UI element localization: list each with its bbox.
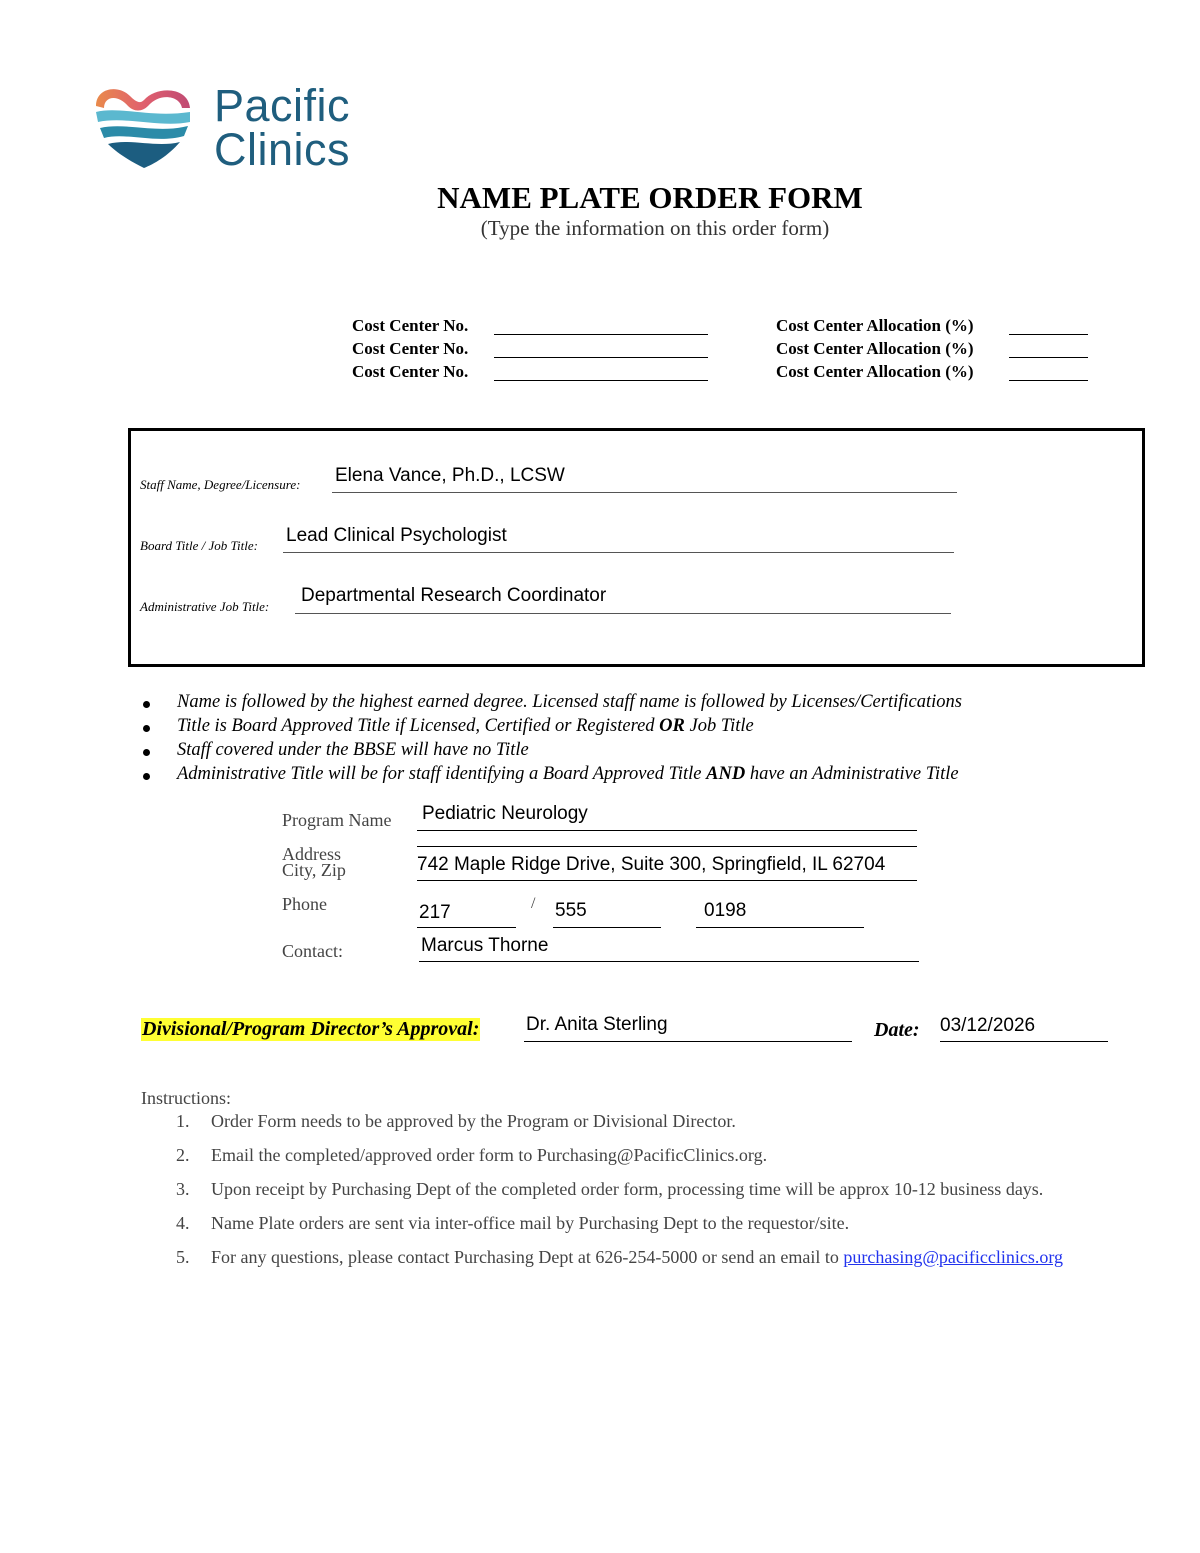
instruction-text: Order Form needs to be approved by the Program or Divisional Director. — [211, 1111, 736, 1131]
heart-wave-logo-icon — [90, 82, 200, 177]
cost-center-allocation-label: Cost Center Allocation (%) — [776, 339, 974, 358]
cost-center-allocation-field[interactable] — [1009, 339, 1088, 358]
logo-text-line1: Pacific — [214, 80, 351, 131]
note-item: Administrative Title will be for staff identifying a Board Approved Title AND have an Administrative Title — [177, 764, 959, 784]
program-name-label: Program Name — [282, 810, 392, 830]
director-approval-field[interactable]: Dr. Anita Sterling — [526, 1014, 668, 1035]
cost-center-allocation-label: Cost Center Allocation (%) — [776, 362, 974, 381]
phone-label: Phone — [282, 894, 327, 914]
bullet-dot — [143, 749, 150, 756]
cost-center-row — [352, 362, 1092, 384]
cost-center-no-field[interactable] — [494, 339, 708, 358]
staff-name-underline — [332, 491, 957, 493]
address-top-line — [417, 845, 917, 847]
board-title-label: Board Title / Job Title: — [140, 538, 258, 553]
cost-center-allocation-label: Cost Center Allocation (%) — [776, 316, 974, 335]
logo-text-line2: Clinics — [214, 124, 351, 175]
staff-name-label: Staff Name, Degree/Licensure: — [140, 477, 301, 492]
admin-title-label: Administrative Job Title: — [140, 599, 270, 614]
phone-line-underline — [696, 926, 864, 928]
phone-prefix-field[interactable]: 555 — [555, 900, 587, 921]
address-field[interactable]: 742 Maple Ridge Drive, Suite 300, Springfield, IL 62704 — [417, 854, 886, 875]
note-item: Title is Board Approved Title if Licensed, Certified or Registered OR Job Title — [177, 716, 754, 736]
cost-center-allocation-field[interactable] — [1009, 316, 1088, 335]
bullet-dot — [143, 725, 150, 732]
date-label: Date: — [874, 1019, 920, 1041]
instruction-number: 3. — [176, 1179, 190, 1199]
program-name-underline — [417, 829, 917, 831]
instruction-text: Upon receipt by Purchasing Dept of the completed order form, processing time will be approx 10-12 business days. — [211, 1179, 1044, 1199]
bullet-dot — [143, 701, 150, 708]
staff-name-field[interactable]: Elena Vance, Ph.D., LCSW — [335, 465, 565, 486]
phone-area-underline — [417, 926, 516, 928]
program-name-field[interactable]: Pediatric Neurology — [422, 803, 588, 824]
form-subtitle: (Type the information on this order form) — [480, 216, 830, 240]
instruction-text: Name Plate orders are sent via inter-office mail by Purchasing Dept to the requestor/site. — [211, 1213, 850, 1233]
bullet-dot — [143, 773, 150, 780]
phone-prefix-underline — [553, 926, 661, 928]
cost-center-allocation-field[interactable] — [1009, 362, 1088, 381]
cost-center-no-field[interactable] — [494, 316, 708, 335]
cost-center-no-label: Cost Center No. — [352, 362, 469, 381]
phone-area-field[interactable]: 217 — [419, 902, 451, 923]
address-underline — [417, 879, 917, 881]
phone-line-field[interactable]: 0198 — [704, 900, 747, 921]
admin-title-underline — [295, 612, 951, 614]
cost-center-no-label: Cost Center No. — [352, 316, 469, 335]
board-title-field[interactable]: Lead Clinical Psychologist — [286, 525, 507, 546]
instructions-title: Instructions: — [141, 1088, 231, 1108]
director-approval-label: Divisional/Program Director’s Approval: — [142, 1018, 480, 1040]
contact-underline — [419, 960, 919, 962]
address-label: Address City, Zip — [282, 844, 346, 880]
note-item: Name is followed by the highest earned degree. Licensed staff name is followed by Licenses/Certifications — [177, 692, 962, 712]
purchasing-email-link[interactable]: purchasing@pacificclinics.org — [843, 1247, 1064, 1267]
cost-center-no-label: Cost Center No. — [352, 339, 469, 358]
admin-title-field[interactable]: Departmental Research Coordinator — [301, 585, 607, 606]
note-item: Staff covered under the BBSE will have no Title — [177, 740, 529, 760]
instruction-number: 1. — [176, 1111, 190, 1131]
cost-center-row — [352, 339, 1092, 361]
instruction-number: 4. — [176, 1213, 190, 1233]
date-field[interactable]: 03/12/2026 — [940, 1015, 1036, 1036]
instruction-number: 5. — [176, 1247, 190, 1267]
cost-center-no-field[interactable] — [494, 362, 708, 381]
instruction-number: 2. — [176, 1145, 190, 1165]
instruction-text: For any questions, please contact Purchasing Dept at 626-254-5000 or send an email to purchasing@pacificclinics.org — [211, 1247, 1064, 1267]
logo-wordmark — [214, 80, 351, 175]
contact-field[interactable]: Marcus Thorne — [421, 935, 549, 956]
instruction-text: Email the completed/approved order form to Purchasing@PacificClinics.org. — [211, 1145, 768, 1165]
form-title: NAME PLATE ORDER FORM — [437, 180, 863, 215]
phone-separator: / — [531, 895, 536, 912]
director-approval-underline — [524, 1040, 852, 1042]
staff-info-box — [128, 428, 1145, 667]
cost-center-row — [352, 316, 1092, 338]
date-underline — [940, 1040, 1108, 1042]
contact-label: Contact: — [282, 941, 343, 961]
board-title-underline — [283, 551, 954, 553]
